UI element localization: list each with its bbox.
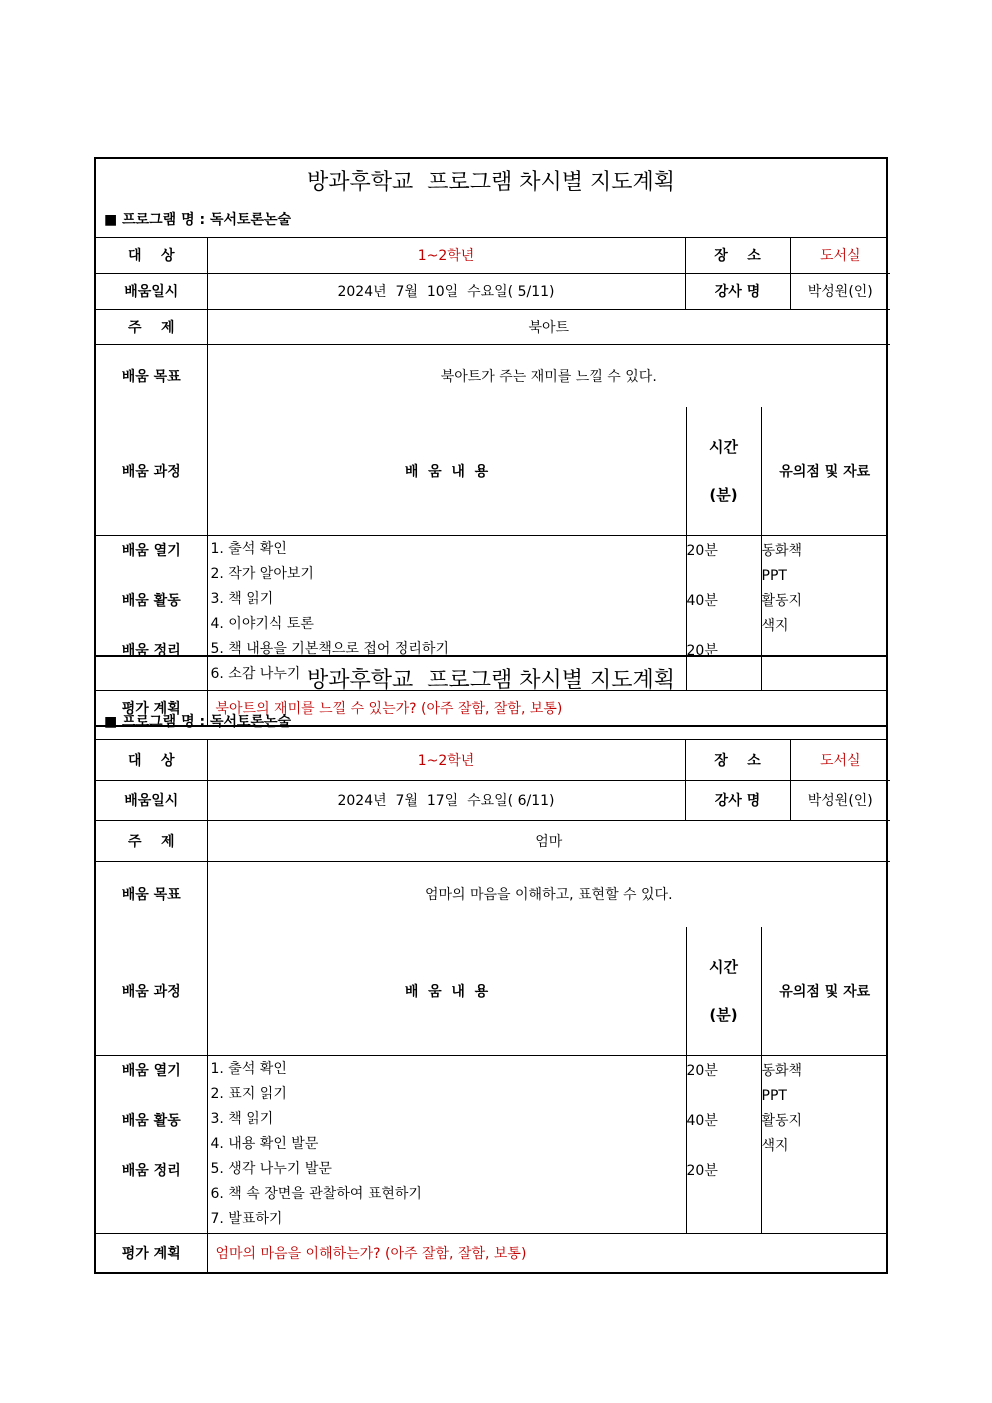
- list-item: 2. 표지 읽기: [210, 1086, 287, 1102]
- material-item: 활동지: [761, 593, 803, 609]
- list-item: 1. 출석 확인: [210, 541, 287, 557]
- date-label: 배움일시: [96, 273, 207, 309]
- lesson-plan-2: [94, 655, 888, 1274]
- goal-value: 북아트가 주는 재미를 느낄 수 있다.: [207, 344, 890, 407]
- place-value: 도서실: [790, 740, 890, 780]
- program-name: ■ 프로그램 명 : 독서토론논술: [104, 212, 292, 228]
- list-item: 5. 책 내용을 기본책으로 접어 정리하기: [210, 641, 449, 657]
- topic-label: 주 제: [96, 820, 207, 861]
- goal-value: 엄마의 마음을 이해하고, 표현할 수 있다.: [207, 861, 890, 927]
- date-value: 2024년 7월 17일 수요일( 6/11): [207, 780, 685, 820]
- evaluation-label: 평가 계획: [96, 1234, 207, 1272]
- evaluation-value: 북아트의 재미를 느낄 수 있는가? (아주 잘함, 잘함, 보통): [207, 691, 888, 725]
- materials-list: [761, 1056, 888, 1234]
- phase-open: 배움 열기: [121, 543, 181, 559]
- list-item: 3. 책 읽기: [210, 1111, 274, 1127]
- minutes-close: 20분: [686, 1163, 718, 1179]
- time-unit-text: (분): [709, 1006, 738, 1024]
- instructor-label: 강사 명: [685, 780, 790, 820]
- place-value: 도서실: [790, 238, 890, 273]
- minutes-activity: 40분: [686, 1113, 718, 1129]
- list-item: 4. 내용 확인 발문: [210, 1136, 319, 1152]
- list-item: 1. 출석 확인: [210, 1061, 287, 1077]
- instructor-label: 강사 명: [685, 273, 790, 309]
- list-item: 2. 작가 알아보기: [210, 566, 314, 582]
- content-label: 배 움 내 용: [207, 407, 686, 536]
- plan-title: 방과후학교 프로그램 차시별 지도계획: [306, 668, 675, 693]
- process-table: [96, 927, 888, 1272]
- material-item: 색지: [761, 1138, 789, 1154]
- place-label: 장 소: [685, 740, 790, 780]
- date-value: 2024년 7월 10일 수요일( 5/11): [207, 273, 685, 309]
- topic-value: 북아트: [207, 309, 890, 344]
- list-item: 6. 소감 나누기: [210, 666, 301, 682]
- topic-value: 엄마: [207, 820, 890, 861]
- list-item: 6. 책 속 장면을 관찰하여 표현하기: [210, 1186, 422, 1202]
- material-item: PPT: [761, 1088, 787, 1104]
- material-item: 동화책: [761, 1063, 803, 1079]
- time-unit-text: (분): [709, 486, 738, 504]
- date-label: 배움일시: [96, 780, 207, 820]
- materials-label: 유의점 및 자료: [761, 407, 888, 536]
- minutes-close: 20분: [686, 643, 718, 659]
- topic-label: 주 제: [96, 309, 207, 344]
- material-item: 색지: [761, 618, 789, 634]
- plan-table: [96, 238, 890, 407]
- plan-table: [96, 740, 890, 927]
- target-label: 대 상: [96, 238, 207, 273]
- plan-title: 방과후학교 프로그램 차시별 지도계획: [306, 170, 675, 195]
- minutes-open: 20분: [686, 543, 718, 559]
- phase-activity: 배움 활동: [121, 1113, 181, 1129]
- time-label-text: 시간: [709, 438, 738, 456]
- step-list: [207, 1056, 686, 1234]
- target-label: 대 상: [96, 740, 207, 780]
- time-label: [686, 407, 761, 536]
- phase-activity: 배움 활동: [121, 593, 181, 609]
- instructor-value: 박성원(인): [790, 780, 890, 820]
- content-label: 배 움 내 용: [207, 927, 686, 1056]
- phase-close: 배움 정리: [121, 1163, 181, 1179]
- material-item: 활동지: [761, 1113, 803, 1129]
- minutes-list: [686, 1056, 761, 1234]
- list-item: 7. 발표하기: [210, 1211, 283, 1227]
- target-value: 1~2학년: [207, 740, 685, 780]
- material-item: PPT: [761, 568, 787, 584]
- place-label: 장 소: [685, 238, 790, 273]
- evaluation-label: 평가 계획: [96, 691, 207, 725]
- process-label: 배움 과정: [96, 407, 207, 536]
- list-item: 5. 생각 나누기 발문: [210, 1161, 332, 1177]
- process-label: 배움 과정: [96, 927, 207, 1056]
- materials-label: 유의점 및 자료: [761, 927, 888, 1056]
- phase-list: [96, 1056, 207, 1234]
- minutes-open: 20분: [686, 1063, 718, 1079]
- goal-label: 배움 목표: [96, 861, 207, 927]
- instructor-value: 박성원(인): [790, 273, 890, 309]
- minutes-activity: 40분: [686, 593, 718, 609]
- material-item: 동화책: [761, 543, 803, 559]
- phase-open: 배움 열기: [121, 1063, 181, 1079]
- list-item: 4. 이야기식 토론: [210, 616, 314, 632]
- plan-header: [96, 657, 886, 740]
- lesson-plan-1: [94, 157, 888, 727]
- evaluation-value: 엄마의 마음을 이해하는가? (아주 잘함, 잘함, 보통): [207, 1234, 888, 1272]
- target-value: 1~2학년: [207, 238, 685, 273]
- list-item: 3. 책 읽기: [210, 591, 274, 607]
- phase-close: 배움 정리: [121, 643, 181, 659]
- plan-header: [96, 159, 886, 238]
- program-name: ■ 프로그램 명 : 독서토론논술: [104, 714, 292, 730]
- goal-label: 배움 목표: [96, 344, 207, 407]
- time-label-text: 시간: [709, 958, 738, 976]
- time-label: [686, 927, 761, 1056]
